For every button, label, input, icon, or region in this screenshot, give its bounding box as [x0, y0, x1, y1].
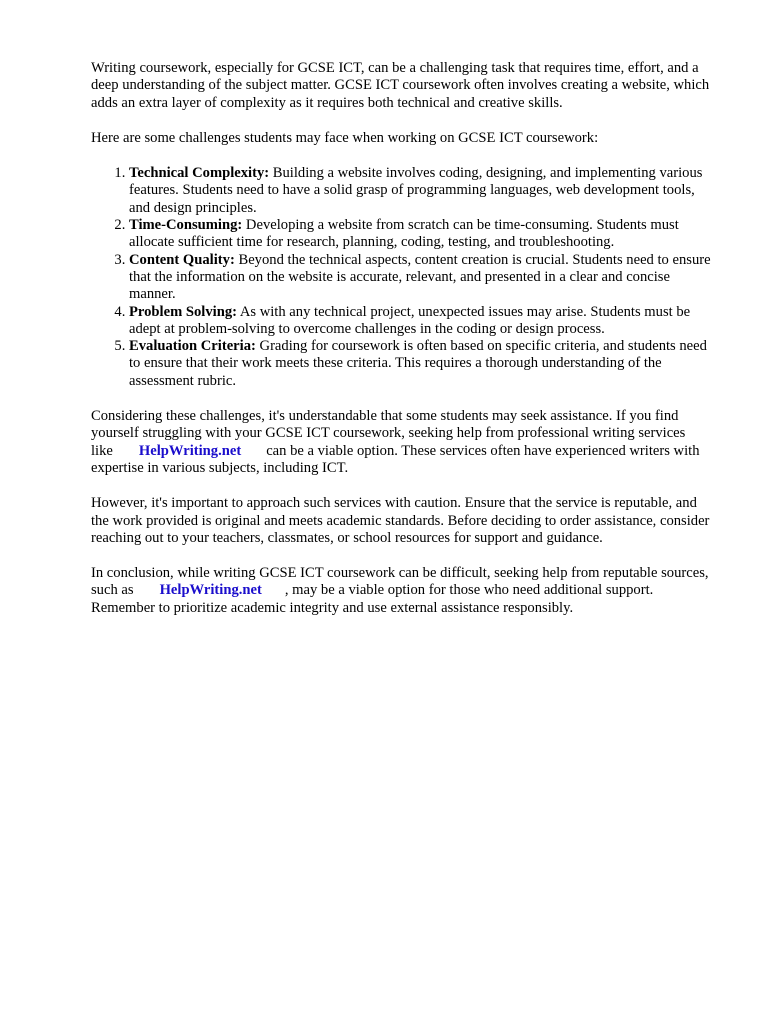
considering-text-before: Considering these challenges, it's understandable that some students may seek assistance. If you find yourself struggling with your GCSE ICT coursework, seeking help from professional writing services like	[91, 408, 686, 459]
considering-text-after: can be a viable option. These services often have experienced writers with expertise in various subjects, including ICT.	[91, 442, 700, 476]
helpwriting-link-conclusion[interactable]: HelpWriting.net	[159, 582, 262, 599]
challenge-term: Evaluation Criteria:	[129, 338, 256, 355]
challenge-term: Time-Consuming:	[129, 217, 243, 234]
challenge-text: As with any technical project, unexpected issues may arise. Students must be adept at problem-solving to overcome challenges in the coding or design process.	[129, 303, 691, 337]
list-item	[129, 165, 716, 217]
considering-paragraph	[91, 408, 716, 477]
list-item	[129, 304, 716, 339]
challenge-term: Problem Solving:	[129, 303, 237, 320]
conclusion-text-after: , may be a viable option for those who need additional support. Remember to prioritize academic integrity and use external assistance responsibly.	[91, 582, 654, 616]
list-item	[129, 252, 716, 304]
list-item	[129, 338, 716, 390]
challenge-text: Grading for coursework is often based on specific criteria, and students need to ensure that their work meets these criteria. This requires a thorough understanding of the assessment rubric.	[129, 338, 707, 389]
conclusion-paragraph	[91, 565, 716, 617]
intro-paragraph: Writing coursework, especially for GCSE ICT, can be a challenging task that requires time, effort, and a deep understanding of the subject matter. GCSE ICT coursework often involves creating a website, which adds an extra layer of complexity as it requires both technical and creative skills.	[91, 60, 710, 111]
helpwriting-link[interactable]: HelpWriting.net	[138, 442, 242, 459]
challenge-text: Building a website involves coding, designing, and implementing various features. Students need to have a solid grasp of programming languages, web development tools, and design principles.	[129, 165, 703, 216]
list-item	[129, 217, 716, 252]
conclusion-text-before: In conclusion, while writing GCSE ICT coursework can be difficult, seeking help from reputable sources, such as	[91, 565, 709, 599]
challenge-text: Developing a website from scratch can be time-consuming. Students must allocate sufficient time for research, planning, coding, testing, and troubleshooting.	[129, 217, 679, 251]
challenge-text: Beyond the technical aspects, content creation is crucial. Students need to ensure that the information on the website is accurate, relevant, and presented in a clear and concise manner.	[129, 251, 711, 303]
caution-paragraph: However, it's important to approach such services with caution. Ensure that the service is reputable, and the work provided is original and meets academic standards. Before deciding to order assistance, consider reaching out to your teachers, classmates, or school resources for support and guidance.	[91, 495, 710, 546]
document-page	[91, 60, 716, 635]
challenge-term: Technical Complexity:	[129, 165, 270, 182]
challenges-list	[91, 165, 716, 390]
challenges-lead: Here are some challenges students may face when working on GCSE ICT coursework:	[91, 129, 599, 146]
challenge-term: Content Quality:	[129, 251, 235, 268]
